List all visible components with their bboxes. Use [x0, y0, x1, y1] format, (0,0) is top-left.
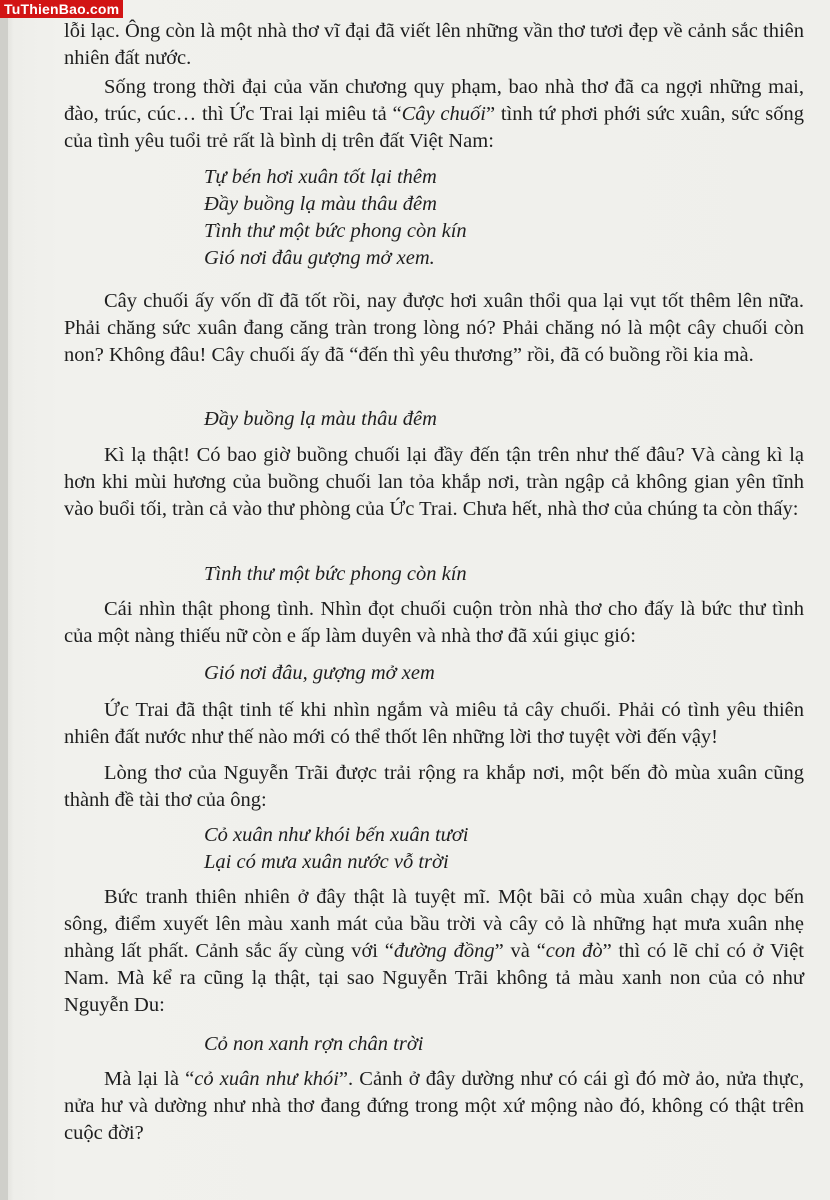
paragraph-9	[64, 1066, 804, 1147]
verse-quote-6: Cỏ non xanh rợn chân trời	[204, 1033, 424, 1055]
verse-block-1	[204, 164, 467, 272]
verse-quote-2: Đầy buồng lạ màu thâu đêm	[204, 408, 437, 430]
paragraph-2	[64, 74, 804, 155]
verse-quote-4: Gió nơi đâu, gượng mở xem	[204, 662, 435, 684]
paragraph-8	[64, 884, 804, 1019]
paragraph-3: Cây chuối ấy vốn dĩ đã tốt rồi, nay được hơi xuân thổi qua lại vụt tốt thêm lên nữa. Phải chăng sức xuân đang căng tràn trong lòng nó? Phải chăng nó là một cây chuối còn non? Không đâu! Cây chuối ấy đã “đến thì yêu thương” rồi, đã có buồng rồi kia mà.	[64, 290, 804, 366]
paragraph-9-emphasis: cỏ xuân như khói	[194, 1068, 339, 1090]
paragraph-8-text-a: Bức tranh thiên nhiên ở đây thật là tuyệt mĩ. Một bãi cỏ mùa xuân chạy dọc bến sông, điểm xuyết lên màu xanh mát của bầu trời và cây cỏ là những hạt mưa xuân nhẹ nhàng lất phất. Cảnh sắc ấy cùng với “	[64, 886, 804, 962]
paragraph-8-text-c: ” thì có lẽ chỉ có ở Việt Nam. Mà kể ra cũng lạ thật, tại sao Nguyễn Trãi không tả màu xanh non của cỏ như Nguyễn Du:	[64, 940, 805, 1016]
paragraph-2-emphasis: Cây chuối	[401, 103, 486, 125]
verse-quote-3: Tình thư một bức phong còn kín	[204, 563, 467, 585]
paragraph-9-text-a: Mà lại là “	[104, 1068, 195, 1090]
verse-line: Lại có mưa xuân nước vỗ trời	[204, 851, 449, 873]
paragraph-2-text-a: Sống trong thời đại của văn chương quy phạm, bao nhà thơ đã ca ngợi những mai, đào, trúc, cúc… thì Ức Trai lại miêu tả “	[64, 76, 804, 125]
paragraph-7: Lòng thơ của Nguyễn Trãi được trải rộng ra khắp nơi, một bến đò mùa xuân cũng thành đề tài thơ của ông:	[64, 762, 804, 811]
paragraph-6: Ức Trai đã thật tinh tế khi nhìn ngắm và miêu tả cây chuối. Phải có tình yêu thiên nhiên đất nước như thế nào mới có thể thốt lên những lời thơ tuyệt vời đến vậy!	[64, 699, 804, 748]
paragraph-8-emphasis-1: đường đồng	[393, 940, 495, 962]
paragraph-8-emphasis-2: con đò	[545, 940, 603, 962]
paragraph-8-text-b: ” và “	[494, 940, 546, 962]
verse-line: Đầy buồng lạ màu thâu đêm	[204, 193, 437, 215]
paragraph-9-text-b: ”. Cảnh ở đây dường như có cái gì đó mờ ảo, nửa thực, nửa hư và dường như nhà thơ đang đứng trong một xứ mộng nào đó, không có thật trên cuộc đời?	[64, 1068, 804, 1144]
page-gutter-shadow	[0, 0, 8, 1200]
paragraph-1: lỗi lạc. Ông còn là một nhà thơ vĩ đại đã viết lên những vần thơ tươi đẹp về cảnh sắc thiên nhiên đất nước.	[64, 20, 804, 69]
paragraph-4: Kì lạ thật! Có bao giờ buồng chuối lại đầy đến tận trên như thế đâu? Và càng kì lạ hơn khi mùi hương của buồng chuối lan tỏa khắp nơi, tràn ngập cả không gian yên tĩnh vào buổi tối, tràn cả vào thư phòng của Ức Trai. Chưa hết, nhà thơ của chúng ta còn thấy:	[64, 444, 804, 520]
paragraph-2-text-b: ” tình tứ phơi phới sức xuân, sức sống của tình yêu tuổi trẻ rất là bình dị trên đất Việt Nam:	[64, 103, 804, 152]
verse-line: Tự bén hơi xuân tốt lại thêm	[204, 166, 437, 188]
verse-block-5	[204, 822, 468, 876]
verse-line: Cỏ xuân như khói bến xuân tươi	[204, 824, 469, 846]
site-watermark-logo: TuThienBao.com	[0, 0, 123, 18]
verse-line: Tình thư một bức phong còn kín	[204, 220, 467, 242]
paragraph-5: Cái nhìn thật phong tình. Nhìn đọt chuối cuộn tròn nhà thơ cho đấy là bức thư tình của một nàng thiếu nữ còn e ấp làm duyên và nhà thơ đã xúi giục gió:	[64, 598, 804, 647]
verse-line: Gió nơi đâu gượng mở xem.	[204, 247, 435, 269]
